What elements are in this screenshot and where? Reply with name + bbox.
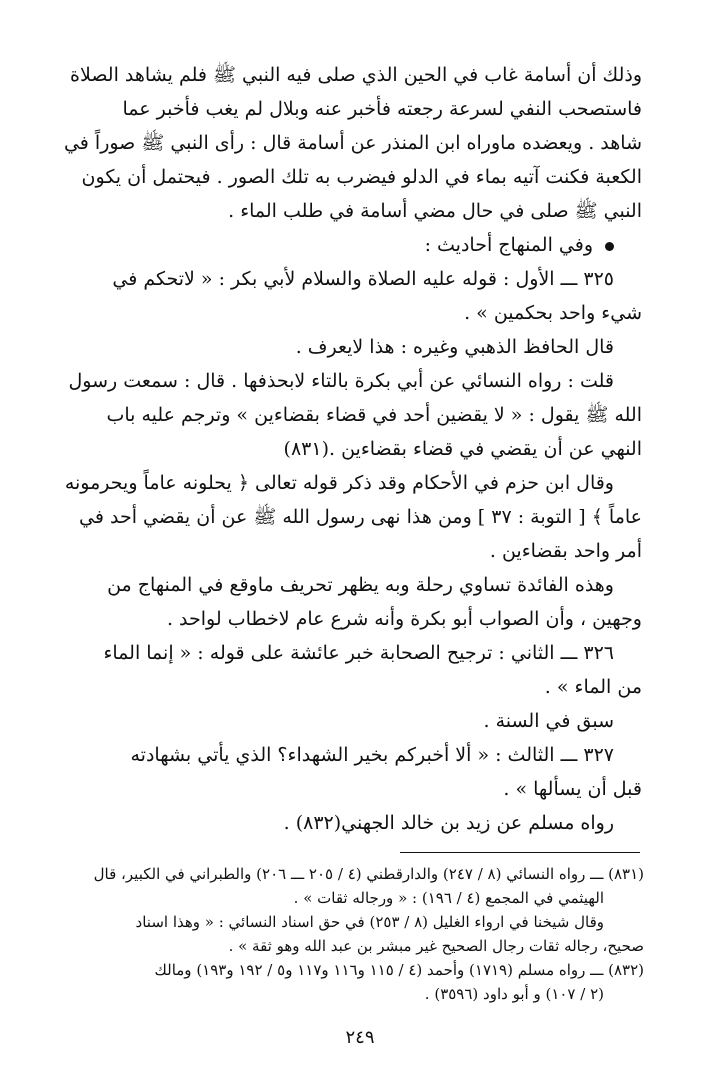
text-line: وذلك أن أسامة غاب في الحين الذي صلى فيه النبي ﷺ فلم يشاهد الصلاة <box>70 64 642 86</box>
bullet-line <box>148 228 642 262</box>
text-line: وقال ابن حزم في الأحكام وقد ذكر قوله تعالى ﴿ يحلونه عاماً ويحرمونه <box>64 472 614 494</box>
text-line: سبق في السنة . <box>483 710 614 732</box>
text-line: النهي عن أن يقضي في قضاء بقضاءين .(٨٣١) <box>283 438 642 460</box>
main-text <box>63 58 642 840</box>
text-line: الكعبة فكنت آتيه بماء في الدلو فيضرب به تلك الصور . فيحتمل أن يكون <box>81 166 642 188</box>
page-number: ٢٤٩ <box>345 1027 375 1048</box>
text-line: قال الحافظ الذهبي وغيره : هذا لايعرف . <box>295 336 614 358</box>
text-line: شيء واحد بحكمين » . <box>464 302 642 324</box>
footnote-line: صحيح، رجاله ثقات رجال الصحيح غير مبشر بن عبد الله وهو ثقة » . <box>228 937 644 955</box>
text-line: وهذه الفائدة تساوي رحلة وبه يظهر تحريف ماوقع في المنهاج من <box>107 574 614 596</box>
footnote-line: (٢ / ١٠٧) و أبو داود (٣٥٩٦) . <box>424 985 604 1003</box>
footnote-line: (٨٣٢) ـــ رواه مسلم (١٧١٩) وأحمد (٤ / ١١٥ و١١٦ و١١٧ و٥ / ١٩٢ و١٩٣) ومالك <box>154 961 644 979</box>
text-line: من الماء » . <box>544 676 642 698</box>
text-line: ٣٢٧ ـــ الثالث : « ألا أخبركم بخير الشهداء؟ الذي يأتي بشهادته <box>130 744 614 766</box>
text-line: وجهين ، وأن الصواب أبو بكرة وأنه شرع عام لاخطاب لواحد . <box>166 608 642 630</box>
text-line: الله ﷺ يقول : « لا يقضين أحد في قضاء بقضاءين » وترجم عليه باب <box>106 404 642 426</box>
footnotes <box>93 862 644 1006</box>
footnote-line: وقال شيخنا في ارواء الغليل (٨ / ٢٥٣) في حق اسناد النسائي : « وهذا اسناد <box>135 913 604 931</box>
text-line: قلت : رواه النسائي عن أبي بكرة بالتاء لابحذفها . قال : سمعت رسول <box>68 370 614 392</box>
text-line: فاستصحب النفي لسرعة رجعته فأخبر عنه وبلال لم يغب فأخبر عما <box>122 98 642 120</box>
text-line: وفي المنهاج أحاديث : <box>424 234 593 256</box>
footnote-line: (٨٣١) ـــ رواه النسائي (٨ / ٢٤٧) والدارقطني (٤ / ٢٠٥ ـــ ٢٠٦) والطبراني في الكبير، قال <box>93 865 644 883</box>
text-line: عاماً ﴾ [ التوبة : ٣٧ ] ومن هذا نهى رسول الله ﷺ عن أن يقضي أحد في <box>79 506 642 528</box>
text-line: ٣٢٦ ـــ الثاني : ترجيح الصحابة خبر عائشة على قوله : « إنما الماء <box>103 642 614 664</box>
text-line: ٣٢٥ ـــ الأول : قوله عليه الصلاة والسلام لأبي بكر : « لاتحكم في <box>112 268 614 290</box>
text-line: شاهد . ويعضده ماوراه ابن المنذر عن أسامة قال : رأى النبي ﷺ صوراً في <box>63 132 642 154</box>
text-line: أمر واحد بقضاءين . <box>489 540 642 562</box>
footnote-line: الهيثمي في المجمع (٤ / ١٩٦) : « ورجاله ثقات » . <box>293 889 604 907</box>
bullet-icon <box>605 242 614 251</box>
text-line: النبي ﷺ صلى في حال مضي أسامة في طلب الماء . <box>228 200 642 222</box>
footnote-divider <box>400 852 640 853</box>
text-line: رواه مسلم عن زيد بن خالد الجهني(٨٣٢) . <box>283 812 614 834</box>
text-line: قبل أن يسألها » . <box>503 778 642 800</box>
